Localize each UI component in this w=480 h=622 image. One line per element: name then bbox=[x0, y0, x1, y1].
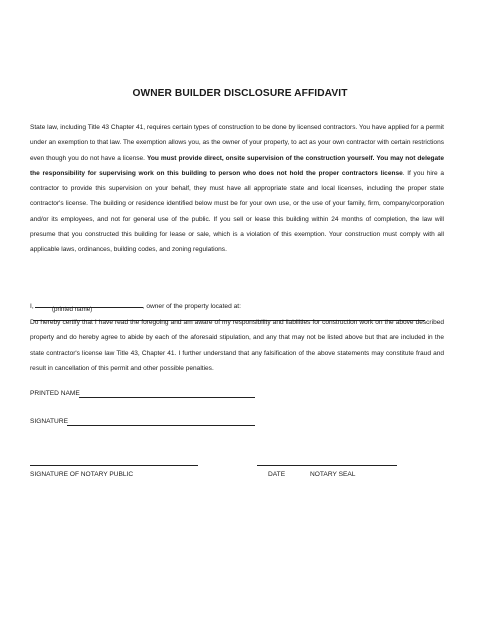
certification-paragraph: Do hereby certify that I have read the foregoing and am aware of my responsibility and liabilities for construction work on the above described property and do hereby agree to abide by each of the aforesaid stipulation, and any that may not be listed above but that are included in the state contractor's license law Title 43, Chapter 41. I further understand that any falsification of the above statements may constitute fraud and result in cancellation of this permit and other possible penalties. bbox=[30, 319, 444, 372]
signature-label: SIGNATURE bbox=[30, 418, 68, 425]
owner-prefix: I, bbox=[30, 303, 34, 310]
date-seal-line[interactable] bbox=[257, 465, 397, 466]
date-label: DATE bbox=[268, 471, 286, 478]
printed-name-line[interactable] bbox=[79, 397, 255, 398]
disclosure-paragraph bbox=[30, 120, 444, 258]
printed-name-hint: (printed name) bbox=[52, 306, 93, 313]
notary-seal-label: NOTARY SEAL bbox=[310, 471, 356, 478]
printed-name-label: PRINTED NAME bbox=[30, 390, 80, 397]
notary-signature-label: SIGNATURE OF NOTARY PUBLIC bbox=[30, 471, 134, 478]
supervision-requirement: You must provide direct, onsite supervision of the construction yourself. You may not delegate the responsibility for supervising work on this building to person who does not hold the proper contractors license bbox=[30, 154, 444, 177]
disclosure-text-1: State law, including Title 43 Chapter 41, requires certain types of construction to be done by licensed contractors. You have applied for a permit under an exemption to that law. The exemption allows you, as the owner of your property, to act as your own contractor with certain restrictions even though you do not have a license. bbox=[30, 124, 444, 162]
document-title: OWNER BUILDER DISCLOSURE AFFIDAVIT bbox=[132, 88, 348, 99]
owner-suffix: , owner of the property located at: bbox=[142, 303, 241, 310]
notary-signature-line[interactable] bbox=[30, 465, 198, 466]
signature-line[interactable] bbox=[67, 425, 255, 426]
disclosure-text-2: . If you hire a contractor to provide this supervision on your behalf, they must have all appropriate state and local licenses, including the proper state contractor's license. The building or residence identified below must be for your own use, or the use of your family, firm, company/corporation and/or its employees, and not for general use of the public. If you sell or lease this building within 24 months of completion, the law will presume that you constructed this building for lease or sale, which is a violation of this exemption. Your construction must comply with all applicable laws, ordinances, building codes, and zoning regulations. bbox=[30, 169, 444, 254]
